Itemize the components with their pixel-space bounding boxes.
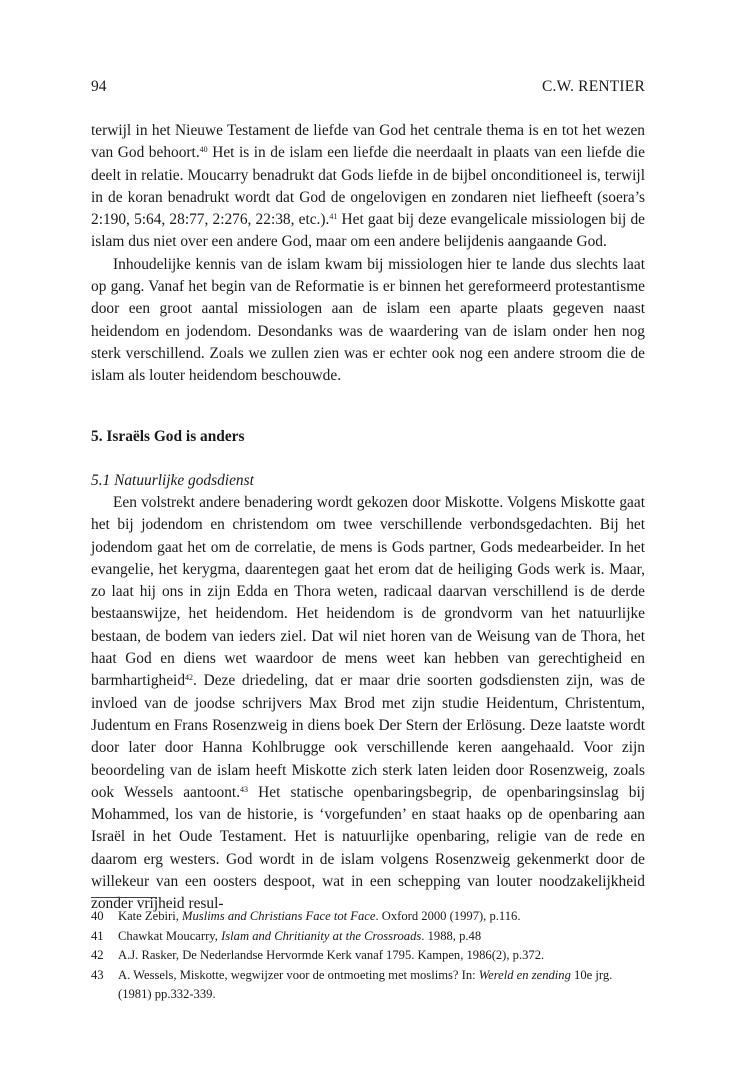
footnote-divider	[91, 897, 157, 898]
running-head: C.W. RENTIER	[541, 78, 645, 95]
footnote-ref[interactable]: 42	[185, 673, 194, 683]
footnote: 42 A.J. Rasker, De Nederlandse Hervormde Kerk vanaf 1795. Kampen, 1986(2), p.372.	[91, 946, 645, 966]
body-text-section-1	[91, 120, 645, 388]
body-text-section-2	[91, 492, 645, 916]
footnote: 40 Kate Zebiri, Muslims and Christians Face tot Face. Oxford 2000 (1997), p.116.	[91, 907, 645, 927]
footnotes	[91, 907, 645, 1005]
footnote-number: 40	[91, 909, 104, 923]
subsection-heading: 5.1 Natuurlijke godsdienst	[91, 472, 254, 489]
paragraph: Een volstrekt andere benadering wordt gekozen door Miskotte. Volgens Miskotte gaat het bij jodendom en christendom om twee verschillende verbondsgedachten. Bij het jodendom gaat het om de correlatie, de mens is Gods partner, Gods medearbeider. In het evangelie, het kerygma, daarentegen gaat het erom dat de heiliging Gods werk is. Maar, zo laat hij ons in zijn Edda en Thora weten, radicaal daarvan verschillend is de derde bestaanswijze, het heidendom. Het heidendom is de grondvorm van het natuurlijke bestaan, de bodem van ieders ziel. Dat wil niet horen van de Weisung van de Thora, het haat God en diens wet waardoor de mens weet kan hebben van gerechtigheid en barmhartigheid$^{42}$. Deze driedeling, dat er maar drie soorten godsdiensten zijn, was de invloed van de joodse schrijvers Max Brod met zijn studie Heidentum, Christentum, Judentum en Frans Rosenzweig in diens boek Der Stern der Erlösung. Deze laatste wordt door later door Hanna Kohlbrugge ook verschillende keren aangehaald. Voor zijn beoordeling van de islam heeft Miskotte zich sterk laten leiden door Rosenzweig, zoals ook Wessels aantoont.$^{43}$ Het statische openbaringsbegrip, de openbaringsinslag bij Mohammed, los van de historie, is ‘vorgefunden’ en staat haaks op de openbaring aan Israël in het Oude Testament. Het is natuurlijke openbaring, religie van de rede en daarom erg westers. God wordt in de islam volgens Rosenzweig gekenmerkt door de willekeur van een oosters despoot, wat in een schepping van louter noodzakelijkheid zonder vrijheid resul-	[91, 494, 645, 913]
footnote-number: 41	[91, 928, 104, 943]
footnote-ref[interactable]: 43	[240, 784, 249, 794]
footnote: 43 A. Wessels, Miskotte, wegwijzer voor de ontmoeting met moslims? In: Wereld en zending 10e jrg. (1981) pp.332-339.	[91, 966, 645, 1005]
footnote-ref[interactable]: 40	[199, 145, 208, 155]
page-header	[91, 78, 645, 98]
paragraph: Inhoudelijke kennis van de islam kwam bij missiologen hier te lande dus slechts laat op gang. Vanaf het begin van de Reformatie is er binnen het gereformeerd protestantisme door een groot aantal missiologen aan de islam een aparte plaats gegeven naast heidendom en jodendom. Desondanks was de waardering van de islam onder hen nog sterk verschillend. Zoals we zullen zien was er echter ook nog een andere stroom die de islam als louter heidendom beschouwde.	[91, 255, 645, 385]
footnote-number: 42	[91, 948, 104, 962]
section-heading: 5. Israëls God is anders	[91, 428, 245, 445]
page-number: 94	[91, 78, 107, 95]
paragraph: terwijl in het Nieuwe Testament de liefde van God het centrale thema is en tot het wezen van God behoort.$^{40}$ Het is in de islam een liefde die neerdaalt in plaats van een liefde die deelt in relatie. Moucarry benadrukt dat Gods liefde in de bijbel onconditioneel is, terwijl in de koran benadrukt wordt dat God de ongelovigen en zondaren niet liefheeft (soera’s 2:190, 5:64, 28:77, 2:276, 22:38, etc.).$^{41}$ Het gaat bij deze evangelicale missiologen bij de islam dus niet over een andere God, maar om een andere belijdenis aangaande God.	[91, 122, 646, 251]
footnote: 41 Chawkat Moucarry, Islam and Chritianity at the Crossroads. 1988, p.48	[91, 927, 645, 947]
footnote-ref[interactable]: 41	[329, 212, 338, 222]
footnote-number: 43	[91, 967, 104, 982]
